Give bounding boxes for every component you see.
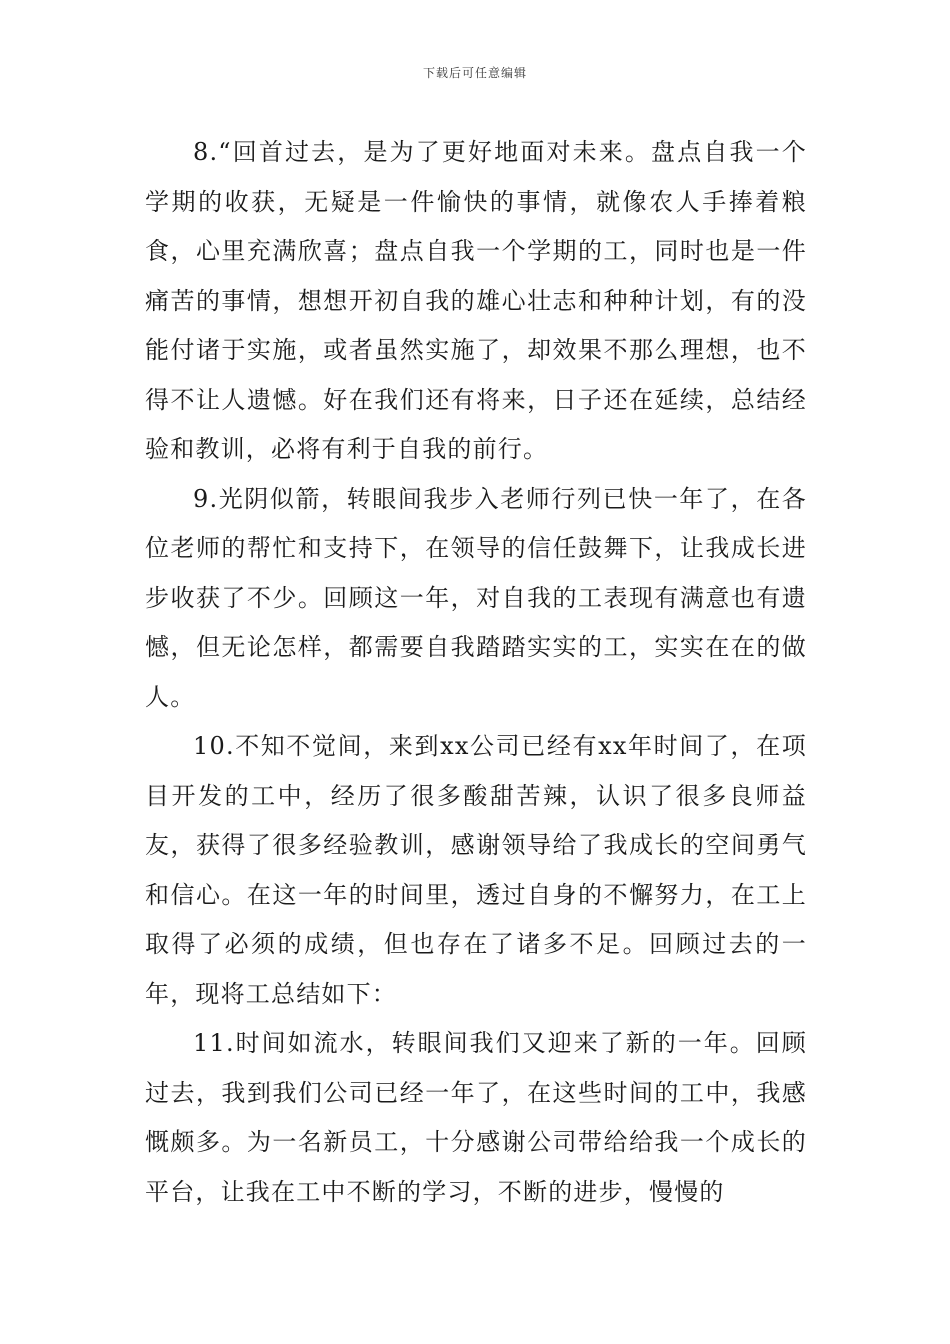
paragraph-11: 11.时间如流水，转眼间我们又迎来了新的一年。回顾过去，我到我们公司已经一年了，在这些时间的工中，我感慨颇多。为一名新员工，十分感谢公司带给给我一个成长的平台，让我在工中不断的学习，不断的进步，慢慢的 [145, 1029, 807, 1206]
page-header: 下载后可任意编辑 [422, 66, 527, 80]
paragraph-10: 10.不知不觉间，来到xx公司已经有xx年时间了，在项目开发的工中，经历了很多酸甜苦辣，认识了很多良师益友，获得了很多经验教训，感谢领导给了我成长的空间勇气和信心。在这一年的时间里，透过自身的不懈努力，在工上取得了必须的成绩，但也存在了诸多不足。回顾过去的一年，现将工总结如下： [145, 732, 807, 1008]
paragraph-9: 9.光阴似箭，转眼间我步入老师行列已快一年了，在各位老师的帮忙和支持下，在领导的信任鼓舞下，让我成长进步收获了不少。回顾这一年，对自我的工表现有满意也有遗憾，但无论怎样，都需要自我踏踏实实的工，实实在在的做人。 [145, 484, 807, 711]
document-body [145, 128, 807, 1217]
paragraph-8: 8.“回首过去，是为了更好地面对未来。盘点自我一个学期的收获，无疑是一件愉快的事情，就像农人手捧着粮食，心里充满欣喜；盘点自我一个学期的工，同时也是一件痛苦的事情，想想开初自我的雄心壮志和种种计划，有的没能付诸于实施，或者虽然实施了，却效果不那么理想，也不得不让人遗憾。好在我们还有将来，日子还在延续，总结经验和教训，必将有利于自我的前行。 [145, 138, 807, 463]
